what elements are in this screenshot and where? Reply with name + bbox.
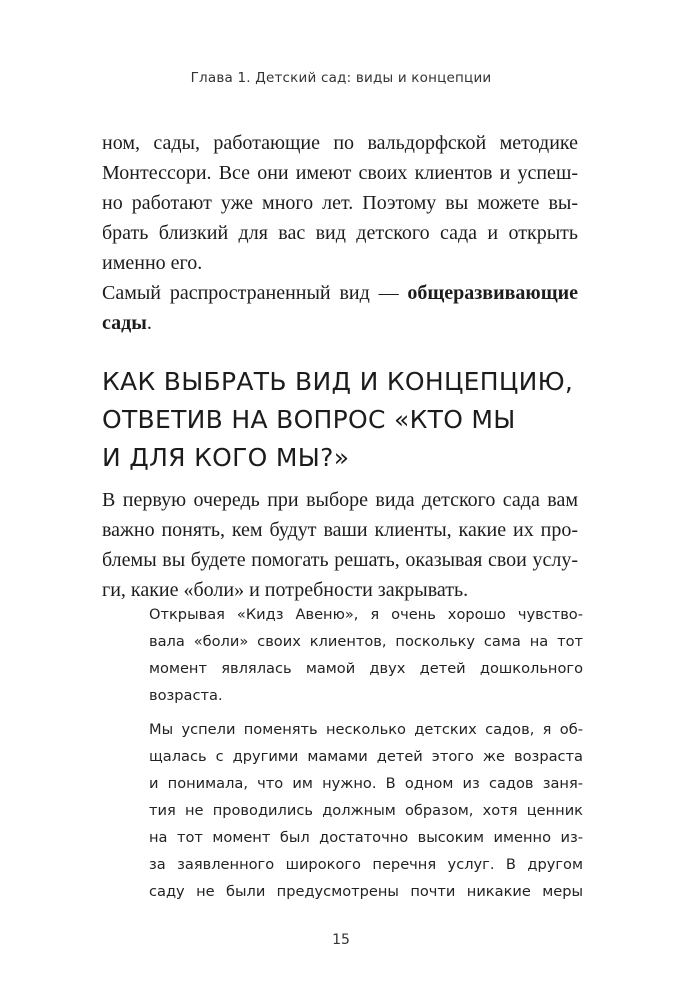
plain-text: .: [146, 312, 152, 334]
heading-line: КАК ВЫБРАТЬ ВИД И КОНЦЕПЦИЮ,: [102, 367, 574, 396]
text-line: блемы вы будете помогать решать, оказывая свои услу-: [102, 549, 578, 571]
bold-term: общеразвивающие: [407, 282, 578, 304]
quote-line: возраста.: [149, 687, 223, 704]
quote-line: Открывая «Кидз Авеню», я очень хорошо чувство-: [149, 606, 583, 623]
running-head: Глава 1. Детский сад: виды и концепции: [190, 70, 492, 86]
text-line: [102, 278, 578, 308]
heading-line: ОТВЕТИВ НА ВОПРОС «КТО МЫ: [102, 405, 516, 434]
quote-block-1: [149, 601, 583, 709]
text-line: важно понять, кем будут ваши клиенты, какие их про-: [102, 519, 578, 541]
quote-line: Мы успели поменять несколько детских садов, я об-: [149, 721, 583, 738]
bold-term: сады: [102, 312, 147, 334]
quote-line: саду не были предусмотрены почти никакие меры: [149, 883, 583, 900]
plain-text: Самый распространенный вид —: [102, 282, 408, 304]
paragraph-1: [102, 128, 578, 278]
quote-block-2: [149, 716, 583, 905]
quote-line: момент являлась мамой двух детей дошкольного: [149, 660, 583, 677]
heading-line: И ДЛЯ КОГО МЫ?»: [102, 443, 350, 472]
quote-line: тия не проводились должным образом, хотя ценник: [149, 802, 583, 819]
paragraph-3: [102, 485, 578, 605]
text-line: брать близкий для вас вид детского сада и открыть: [102, 222, 578, 244]
text-line: [102, 308, 578, 338]
page-number: 15: [332, 932, 350, 948]
paragraph-2: [102, 278, 578, 338]
quote-line: и понимала, что им нужно. В одном из садов заня-: [149, 775, 583, 792]
text-line: ги, какие «боли» и потребности закрывать.: [102, 579, 469, 601]
text-line: В первую очередь при выборе вида детского сада вам: [102, 489, 578, 511]
text-line: но работают уже много лет. Поэтому вы можете вы-: [102, 192, 578, 214]
section-heading: [102, 363, 622, 477]
text-line: ном, сады, работающие по вальдорфской методике: [102, 132, 578, 154]
quote-line: щалась с другими мамами детей этого же возраста: [149, 748, 583, 765]
quote-line: на тот момент был достаточно высоким именно из-: [149, 829, 583, 846]
quote-line: за заявленного широкого перечня услуг. В другом: [149, 856, 583, 873]
text-line: именно его.: [102, 252, 203, 274]
text-line: Монтессори. Все они имеют своих клиентов и успеш-: [102, 162, 578, 184]
quote-line: вала «боли» своих клиентов, поскольку сама на тот: [149, 633, 583, 650]
